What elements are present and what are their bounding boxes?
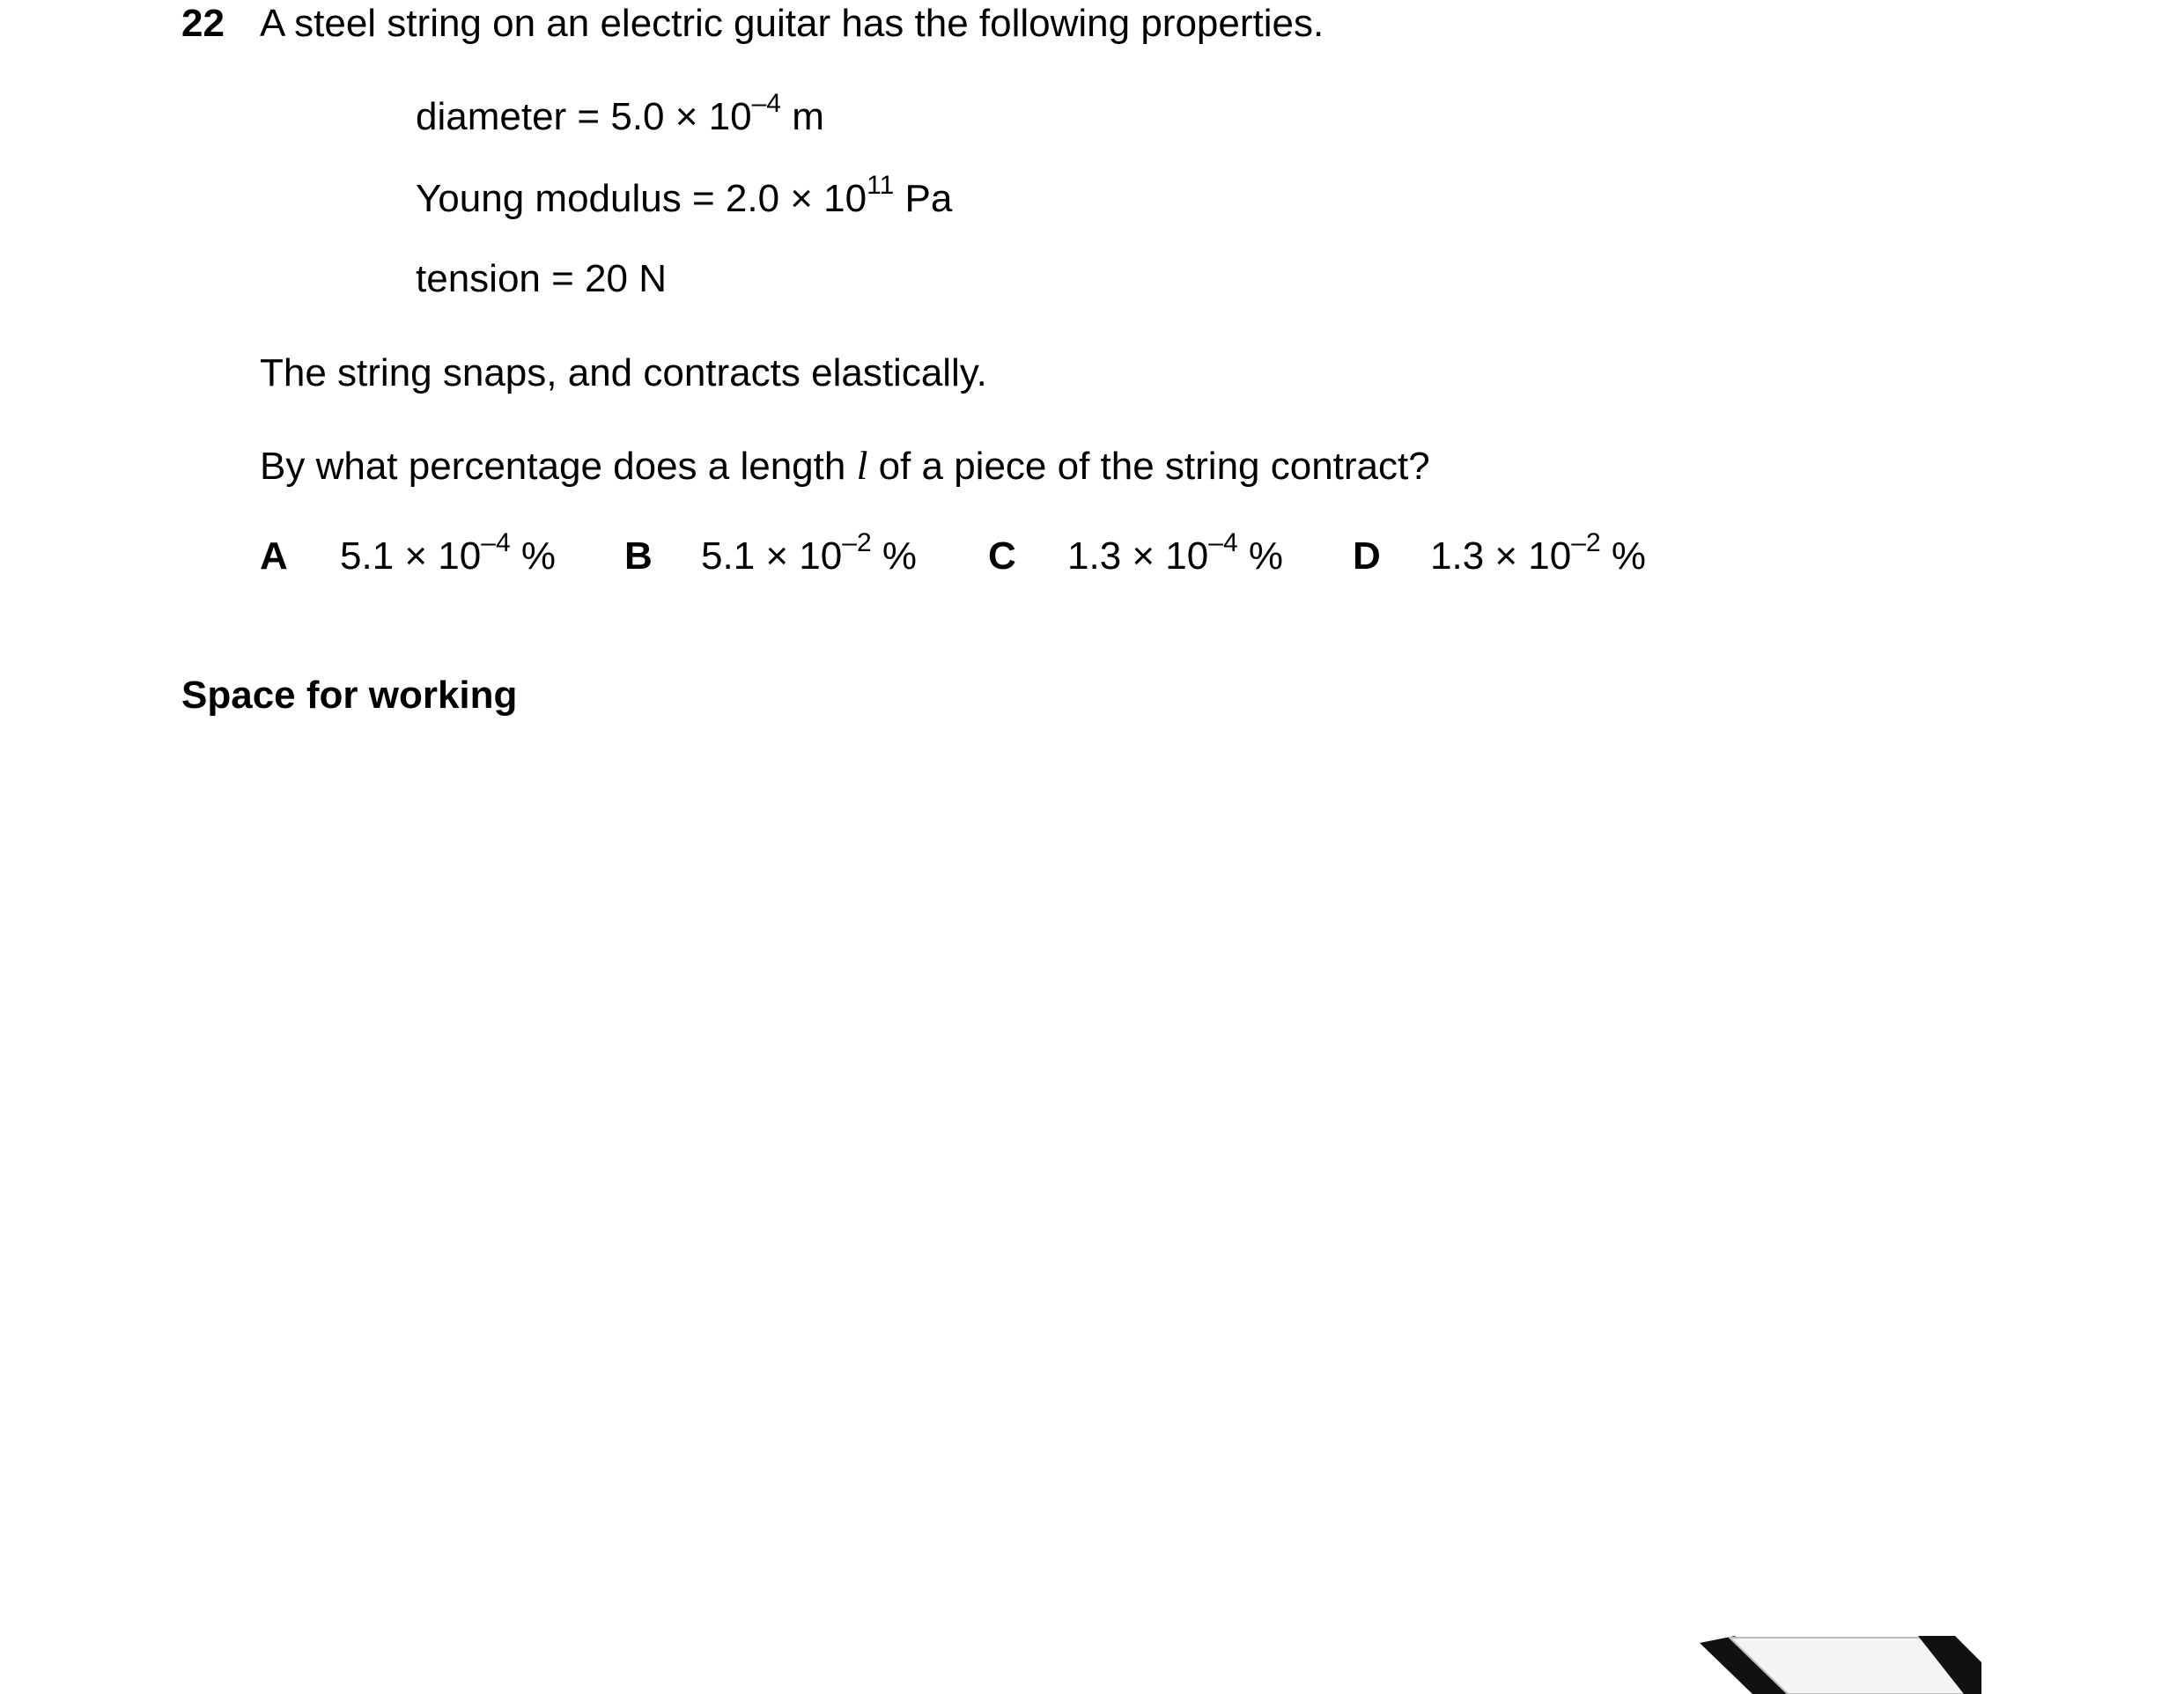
question-prompt-start: By what percentage does a length bbox=[260, 445, 857, 488]
option-c-exponent: –4 bbox=[1208, 528, 1238, 558]
option-d-mantissa: 1.3 × 10 bbox=[1430, 534, 1572, 578]
option-d-exponent: –2 bbox=[1571, 528, 1601, 558]
option-c-unit: % bbox=[1237, 534, 1283, 578]
option-b-exponent: –2 bbox=[842, 528, 872, 558]
option-d-letter[interactable]: D bbox=[1353, 534, 1381, 578]
option-a-exponent: –4 bbox=[481, 528, 511, 558]
property-diameter-unit: m bbox=[780, 95, 824, 138]
question-prompt-end: of a piece of the string contract? bbox=[867, 445, 1430, 488]
option-b-mantissa: 5.1 × 10 bbox=[701, 534, 843, 578]
question-stem: A steel string on an electric guitar has the following properties. bbox=[260, 2, 1324, 45]
question-statement: The string snaps, and contracts elastically. bbox=[260, 351, 987, 394]
property-diameter-prefix: diameter = 5.0 × 10 bbox=[416, 95, 752, 138]
property-tension-text: tension = 20 N bbox=[416, 257, 667, 300]
option-a-unit: % bbox=[510, 534, 556, 578]
option-d-value[interactable] bbox=[1430, 528, 1646, 580]
option-c-value[interactable] bbox=[1067, 528, 1283, 580]
corner-tag-graphic bbox=[1700, 1636, 1981, 1694]
option-a-mantissa: 5.1 × 10 bbox=[340, 534, 482, 578]
space-for-working-label: Space for working bbox=[181, 674, 518, 717]
property-diameter bbox=[416, 89, 824, 141]
option-b-letter[interactable]: B bbox=[624, 534, 653, 578]
option-c-mantissa: 1.3 × 10 bbox=[1067, 534, 1209, 578]
property-young-modulus-unit: Pa bbox=[894, 177, 953, 220]
option-b-value[interactable] bbox=[701, 528, 917, 580]
property-diameter-exponent: –4 bbox=[751, 89, 781, 119]
property-young-modulus bbox=[416, 171, 953, 223]
option-a-value[interactable] bbox=[340, 528, 556, 580]
option-a-letter[interactable]: A bbox=[260, 534, 288, 578]
property-young-modulus-exponent: 11 bbox=[867, 171, 895, 201]
property-young-modulus-prefix: Young modulus = 2.0 × 10 bbox=[416, 177, 867, 220]
length-symbol: l bbox=[856, 443, 868, 488]
option-c-letter[interactable]: C bbox=[988, 534, 1016, 578]
option-b-unit: % bbox=[871, 534, 917, 578]
question-prompt bbox=[260, 442, 1430, 490]
option-d-unit: % bbox=[1600, 534, 1646, 578]
property-tension bbox=[416, 255, 667, 303]
question-number: 22 bbox=[181, 2, 225, 45]
